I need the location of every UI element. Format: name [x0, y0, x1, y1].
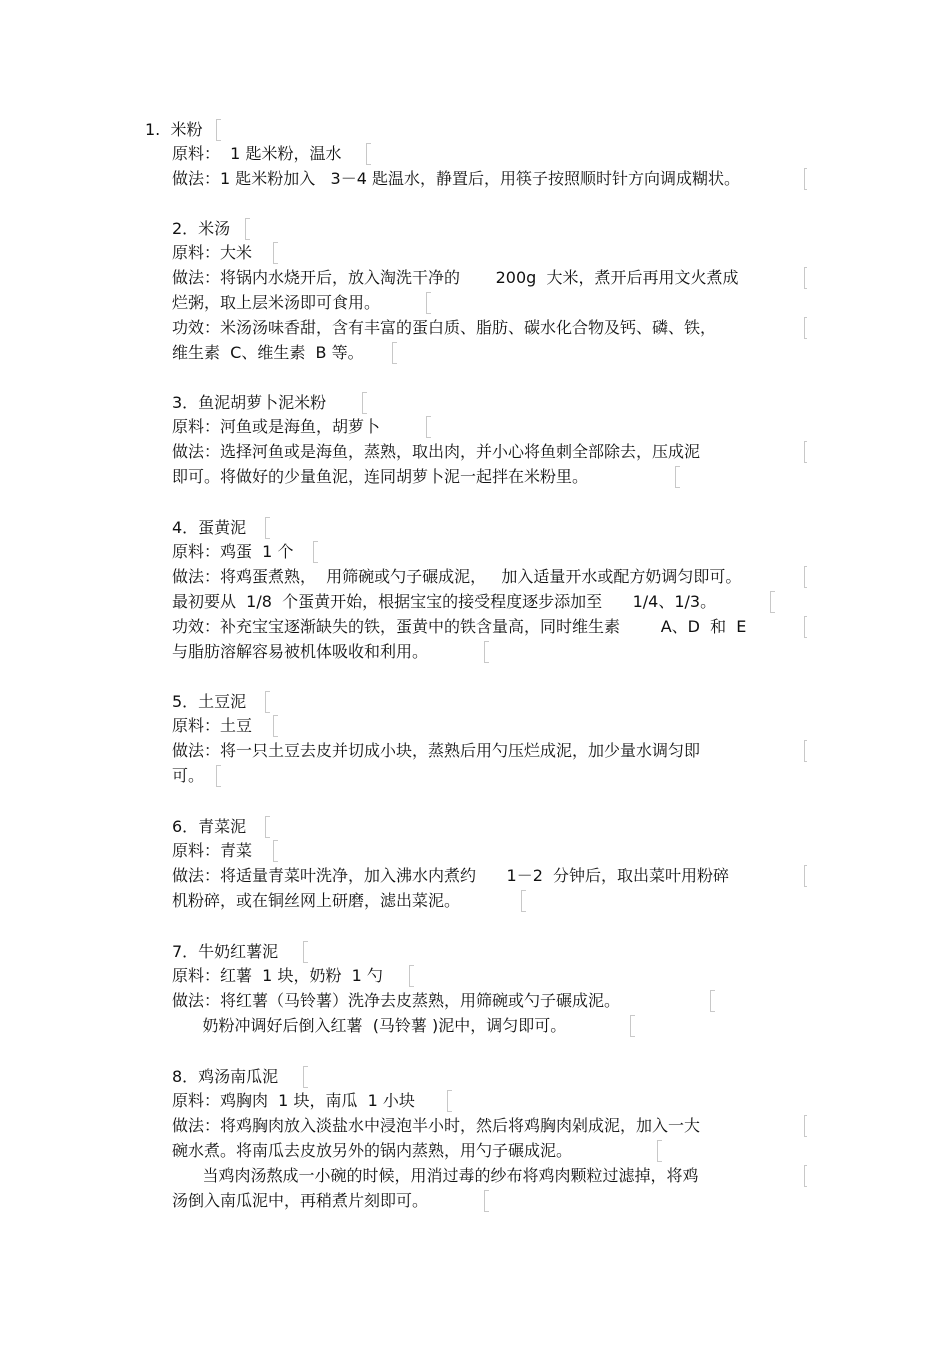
recipe-4-effect-2: 与脂肪溶解容易被机体吸收和利用。 — [172, 642, 429, 661]
recipe-7-title: 7．牛奶红薯泥 — [172, 942, 279, 961]
recipe-7-method-1: 做法：将红薯（马铃薯）洗净去皮蒸熟，用筛碗或勺子碾成泥。 — [172, 991, 621, 1010]
recipe-5-method-2: 可。 — [172, 766, 205, 785]
recipe-3-method-2: 即可。将做好的少量鱼泥，连同胡萝卜泥一起拌在米粉里。 — [172, 467, 589, 486]
line-end-mark — [216, 119, 221, 141]
recipe-5-title: 5．土豆泥 — [172, 692, 247, 711]
line-end-mark — [804, 1115, 807, 1137]
line-end-mark — [303, 941, 308, 963]
recipe-6-title: 6．青菜泥 — [172, 817, 247, 836]
line-end-mark — [265, 816, 270, 838]
recipe-4-title: 4．蛋黄泥 — [172, 518, 247, 537]
line-end-mark — [804, 317, 807, 339]
line-end-mark — [630, 1015, 635, 1037]
recipe-2-method-2: 烂粥，取上层米汤即可食用。 — [172, 293, 381, 312]
line-end-mark — [313, 541, 318, 563]
recipe-8-method-1: 做法：将鸡胸肉放入淡盐水中浸泡半小时，然后将鸡胸肉剁成泥，加入一大 — [172, 1116, 701, 1135]
recipe-1-title: 1. 米粉 — [145, 120, 203, 139]
recipe-4-method-1: 做法：将鸡蛋煮熟， 用筛碗或勺子碾成泥， 加入适量开水或配方奶调匀即可。 — [172, 567, 742, 586]
recipe-5-method-1: 做法：将一只土豆去皮并切成小块，蒸熟后用勺压烂成泥，加少量水调匀即 — [172, 741, 701, 760]
recipe-1-method: 做法：1 匙米粉加入 3－4 匙温水，静置后，用筷子按照顺时针方向调成糊状。 — [172, 169, 740, 188]
line-end-mark — [447, 1090, 452, 1112]
line-end-mark — [804, 441, 807, 463]
line-end-mark — [484, 641, 489, 663]
line-end-mark — [303, 1066, 308, 1088]
line-end-mark — [366, 143, 371, 165]
line-end-mark — [409, 965, 414, 987]
line-end-mark — [273, 715, 278, 737]
recipe-6-ingredients: 原料：青菜 — [172, 841, 253, 860]
recipe-6-method-2: 机粉碎，或在铜丝网上研磨，滤出菜泥。 — [172, 891, 461, 910]
recipe-4-method-2: 最初要从 1/8 个蛋黄开始，根据宝宝的接受程度逐步添加至 1/4、1/3。 — [172, 592, 717, 611]
recipe-4-ingredients: 原料：鸡蛋 1 个 — [172, 542, 294, 561]
line-end-mark — [273, 840, 278, 862]
line-end-mark — [804, 865, 807, 887]
recipe-3-ingredients: 原料：河鱼或是海鱼，胡萝卜 — [172, 417, 381, 436]
recipe-2-method-1: 做法：将锅内水烧开后，放入淘洗干净的 200g 大米，煮开后再用文火煮成 — [172, 268, 739, 287]
line-end-mark — [426, 292, 431, 314]
line-end-mark — [770, 591, 775, 613]
line-end-mark — [804, 616, 807, 638]
recipe-8-method-3: 当鸡肉汤熬成一小碗的时候，用消过毒的纱布将鸡肉颗粒过滤掉，将鸡 — [172, 1166, 699, 1185]
recipe-8-method-2: 碗水煮。将南瓜去皮放另外的锅内蒸熟，用勺子碾成泥。 — [172, 1141, 573, 1160]
recipe-6-method-1: 做法：将适量青菜叶洗净，加入沸水内煮约 1－2 分钟后，取出菜叶用粉碎 — [172, 866, 730, 885]
line-end-mark — [804, 1165, 807, 1187]
line-end-mark — [265, 517, 270, 539]
line-end-mark — [804, 740, 807, 762]
line-end-mark — [265, 691, 270, 713]
recipe-8-title: 8．鸡汤南瓜泥 — [172, 1067, 279, 1086]
recipe-4-effect-1: 功效：补充宝宝逐渐缺失的铁，蛋黄中的铁含量高，同时维生素 A、D 和 E — [172, 617, 747, 636]
recipe-3-method-1: 做法：选择河鱼或是海鱼，蒸熟，取出肉，并小心将鱼刺全部除去，压成泥 — [172, 442, 701, 461]
recipe-5-ingredients: 原料：土豆 — [172, 716, 253, 735]
line-end-mark — [710, 990, 715, 1012]
recipe-3-title: 3．鱼泥胡萝卜泥米粉 — [172, 393, 327, 412]
line-end-mark — [804, 168, 807, 190]
line-end-mark — [521, 890, 526, 912]
line-end-mark — [426, 416, 431, 438]
line-end-mark — [362, 392, 367, 414]
recipe-7-ingredients: 原料：红薯 1 块，奶粉 1 勺 — [172, 966, 383, 985]
recipe-2-title: 2．米汤 — [172, 219, 231, 238]
recipe-2-ingredients: 原料：大米 — [172, 243, 253, 262]
line-end-mark — [216, 765, 221, 787]
line-end-mark — [804, 267, 807, 289]
line-end-mark — [484, 1190, 489, 1212]
line-end-mark — [804, 566, 807, 588]
recipe-8-ingredients: 原料：鸡胸肉 1 块，南瓜 1 小块 — [172, 1091, 415, 1110]
recipe-2-effect-1: 功效：米汤汤味香甜，含有丰富的蛋白质、脂肪、碳水化合物及钙、磷、铁， — [172, 318, 717, 337]
line-end-mark — [675, 466, 680, 488]
recipe-8-method-4: 汤倒入南瓜泥中，再稍煮片刻即可。 — [172, 1191, 429, 1210]
recipe-7-method-2: 奶粉冲调好后倒入红薯 (马铃薯 )泥中，调匀即可。 — [172, 1016, 567, 1035]
line-end-mark — [392, 342, 397, 364]
line-end-mark — [657, 1140, 662, 1162]
line-end-mark — [245, 218, 250, 240]
line-end-mark — [273, 242, 278, 264]
recipe-2-effect-2: 维生素 C、维生素 B 等。 — [172, 343, 364, 362]
recipe-1-ingredients: 原料： 1 匙米粉，温水 — [172, 144, 342, 163]
